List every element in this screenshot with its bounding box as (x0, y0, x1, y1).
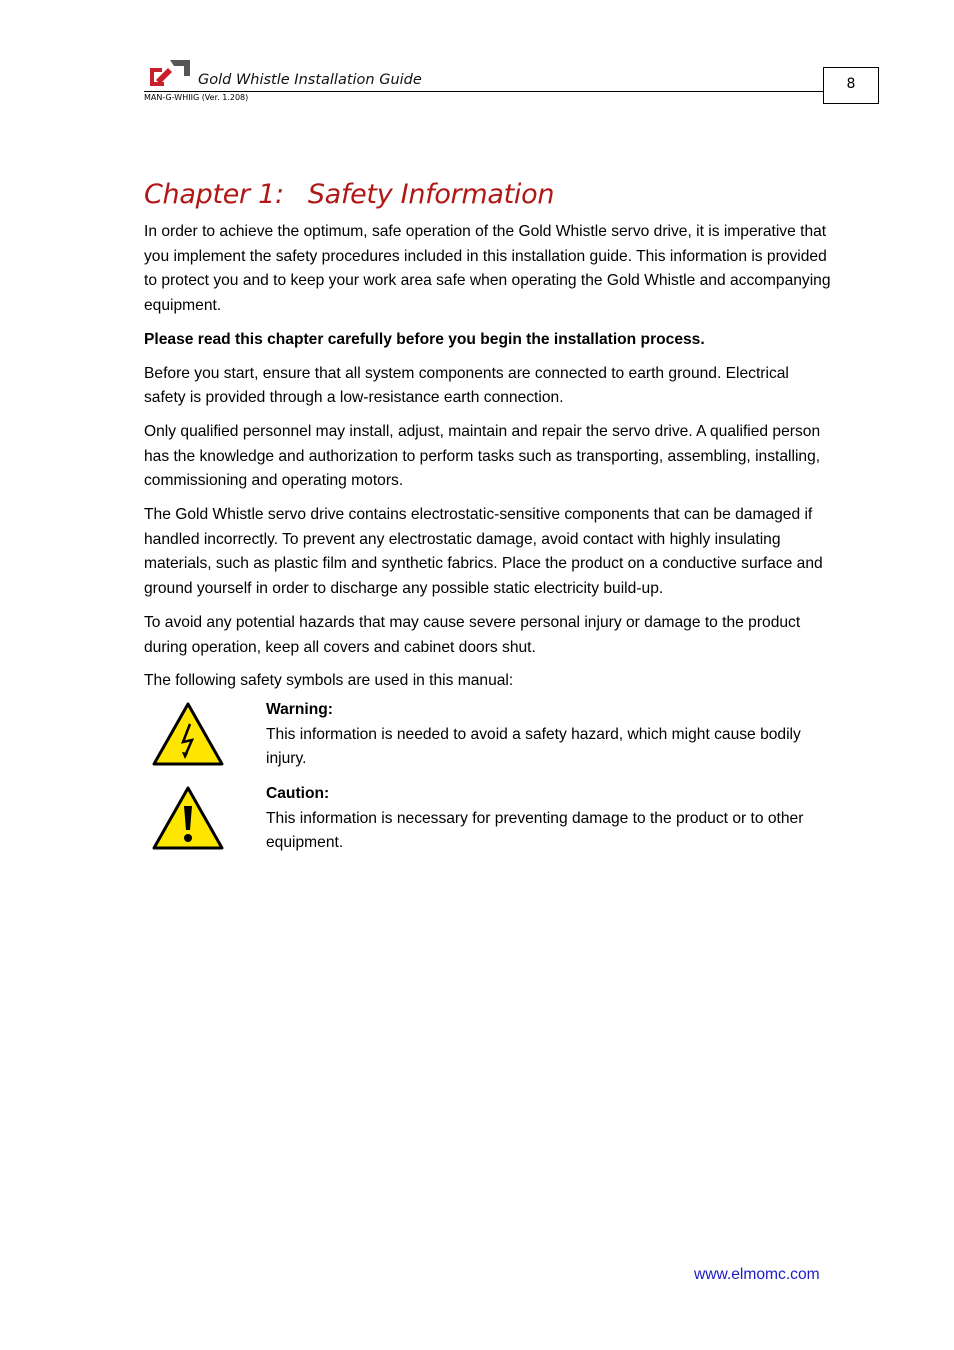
page-number: 8 (823, 67, 879, 104)
header-divider (144, 91, 824, 92)
hazards-paragraph: To avoid any potential hazards that may cause severe personal injury or damage to the product during operation, keep all covers and cabinet doors shut. (144, 613, 801, 656)
intro-paragraph: In order to achieve the optimum, safe operation of the Gold Whistle servo drive, it is imperative that you implement the safety procedures included in this installation guide. This information is provided to protect you and to keep your work area safe when operating the Gold Whistle and accompanying equipment. (144, 223, 831, 315)
caution-symbol-row (144, 782, 834, 866)
caution-description: This information is necessary for preventing damage to the product or to other equipment. (266, 809, 804, 852)
caution-exclamation-icon (152, 786, 224, 850)
document-version: MAN-G-WHIIG (Ver. 1.208) (144, 93, 249, 102)
document-title: Gold Whistle Installation Guide (198, 72, 422, 88)
website-link[interactable]: www.elmomc.com (694, 1266, 820, 1283)
warning-label: Warning: (266, 700, 333, 718)
electrical-hazard-warning-icon (152, 702, 224, 766)
grounding-paragraph: Before you start, ensure that all system components are connected to earth ground. Electrical safety is provided through a low-resistance earth connection. (144, 364, 789, 407)
chapter-heading (144, 176, 834, 214)
electrostatic-paragraph: The Gold Whistle servo drive contains electrostatic-sensitive components that can be damaged if handled incorrectly. To prevent any electrostatic damage, avoid contact with highly insulating materials, such as plastic film and synthetic fabrics. Place the product on a conductive surface and ground yourself in order to discharge any possible static electricity build-up. (144, 506, 823, 598)
chapter-content (144, 176, 834, 866)
warning-symbol-row (144, 698, 834, 782)
chapter-number: Chapter 1: (144, 179, 284, 210)
important-notice: Please read this chapter carefully before you begin the installation process. (144, 330, 705, 348)
qualified-personnel-paragraph: Only qualified personnel may install, adjust, maintain and repair the servo drive. A qualified person has the knowledge and authorization to perform tasks such as transporting, assembling, installing, commissioning and operating motors. (144, 422, 821, 490)
symbols-intro-paragraph: The following safety symbols are used in this manual: (144, 672, 514, 690)
caution-label: Caution: (266, 784, 330, 802)
warning-description: This information is needed to avoid a safety hazard, which might cause bodily injury. (266, 725, 801, 768)
chapter-title: Safety Information (307, 179, 555, 210)
page-header (144, 56, 879, 106)
elmo-logo-icon (148, 58, 190, 86)
